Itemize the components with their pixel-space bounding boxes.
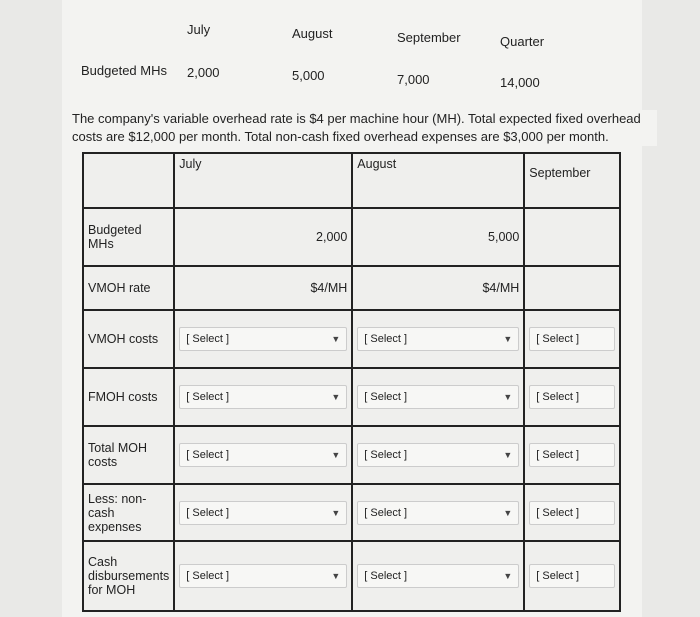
answer-select[interactable] <box>179 564 347 588</box>
select-placeholder: [ Select ] <box>536 333 580 345</box>
row-label: VMOH rate <box>83 266 174 310</box>
top-header-quarter: Quarter <box>500 34 545 49</box>
chevron-down-icon: ▼ <box>503 507 513 518</box>
select-placeholder: [ Select ] <box>364 506 408 519</box>
select-placeholder: [ Select ] <box>186 449 230 461</box>
select-placeholder: [ Select ] <box>186 333 230 345</box>
cell-value <box>524 266 620 310</box>
answer-select[interactable] <box>179 327 347 351</box>
cell-select <box>174 484 352 541</box>
answer-select[interactable] <box>357 501 519 525</box>
answer-select[interactable] <box>529 443 615 467</box>
select-placeholder: [ Select ] <box>364 570 408 582</box>
answer-select[interactable] <box>529 327 615 351</box>
cell-select <box>352 541 524 611</box>
select-placeholder: [ Select ] <box>364 449 408 461</box>
answer-select[interactable] <box>179 385 347 409</box>
cell-select <box>352 368 524 426</box>
select-placeholder: [ Select ] <box>364 333 408 345</box>
moh-budget-table <box>82 152 621 612</box>
answer-select[interactable] <box>529 385 615 409</box>
cell-value: $4/MH <box>352 266 524 310</box>
chevron-down-icon: ▼ <box>331 450 341 460</box>
top-header-july: July <box>187 22 211 37</box>
cell-select <box>352 310 524 368</box>
cell-select <box>174 310 352 368</box>
header-september: September <box>524 153 620 208</box>
chevron-down-icon: ▼ <box>331 392 341 402</box>
overhead-description: The company's variable overhead rate is $4 per machine hour (MH). Total expected fixed overhead costs are $12,000 per month. Total non-cash fixed overhead expenses are $3,000 per month. <box>72 110 657 146</box>
answer-select[interactable] <box>179 443 347 467</box>
cell-select <box>174 541 352 611</box>
select-placeholder: [ Select ] <box>186 391 230 403</box>
chevron-down-icon: ▼ <box>503 392 513 402</box>
select-placeholder: [ Select ] <box>364 391 408 403</box>
select-placeholder: [ Select ] <box>186 506 230 519</box>
answer-select[interactable] <box>357 564 519 588</box>
answer-select[interactable] <box>357 327 519 351</box>
cell-select <box>524 541 620 611</box>
answer-select[interactable] <box>529 501 615 525</box>
header-august: August <box>352 153 524 208</box>
cell-select <box>174 368 352 426</box>
answer-select[interactable] <box>357 443 519 467</box>
chevron-down-icon: ▼ <box>503 571 513 581</box>
top-value-quarter: 14,000 <box>500 75 540 90</box>
row-label: VMOH costs <box>83 310 174 368</box>
row-label: FMOH costs <box>83 368 174 426</box>
cell-value: 2,000 <box>174 208 352 266</box>
top-value-august: 5,000 <box>292 68 325 83</box>
top-header-september: September <box>397 30 461 45</box>
select-placeholder: [ Select ] <box>536 506 580 519</box>
header-july: July <box>174 153 352 208</box>
cell-select <box>174 426 352 484</box>
select-placeholder: [ Select ] <box>536 449 580 461</box>
top-value-september: 7,000 <box>397 72 430 87</box>
cell-select <box>524 310 620 368</box>
top-header-august: August <box>292 26 333 41</box>
select-placeholder: [ Select ] <box>186 570 230 582</box>
row-label: Less: non-cash expenses <box>83 484 174 541</box>
cell-select <box>352 484 524 541</box>
cell-select <box>352 426 524 484</box>
cell-select <box>524 426 620 484</box>
select-placeholder: [ Select ] <box>536 570 580 582</box>
chevron-down-icon: ▼ <box>503 450 513 460</box>
answer-select[interactable] <box>529 564 615 588</box>
chevron-down-icon: ▼ <box>331 507 341 518</box>
cell-value: $4/MH <box>174 266 352 310</box>
row-label: Cash disbursements for MOH <box>83 541 174 611</box>
row-label: Total MOH costs <box>83 426 174 484</box>
chevron-down-icon: ▼ <box>503 334 513 344</box>
answer-select[interactable] <box>179 501 347 525</box>
top-row-label: Budgeted MHs <box>81 63 167 78</box>
chevron-down-icon: ▼ <box>331 571 341 581</box>
corner-cell <box>83 153 174 208</box>
cell-select <box>524 484 620 541</box>
select-placeholder: [ Select ] <box>536 391 580 403</box>
answer-select[interactable] <box>357 385 519 409</box>
cell-select <box>524 368 620 426</box>
row-label: Budgeted MHs <box>83 208 174 266</box>
cell-value <box>524 208 620 266</box>
top-value-july: 2,000 <box>187 65 220 80</box>
cell-value: 5,000 <box>352 208 524 266</box>
chevron-down-icon: ▼ <box>331 334 341 344</box>
